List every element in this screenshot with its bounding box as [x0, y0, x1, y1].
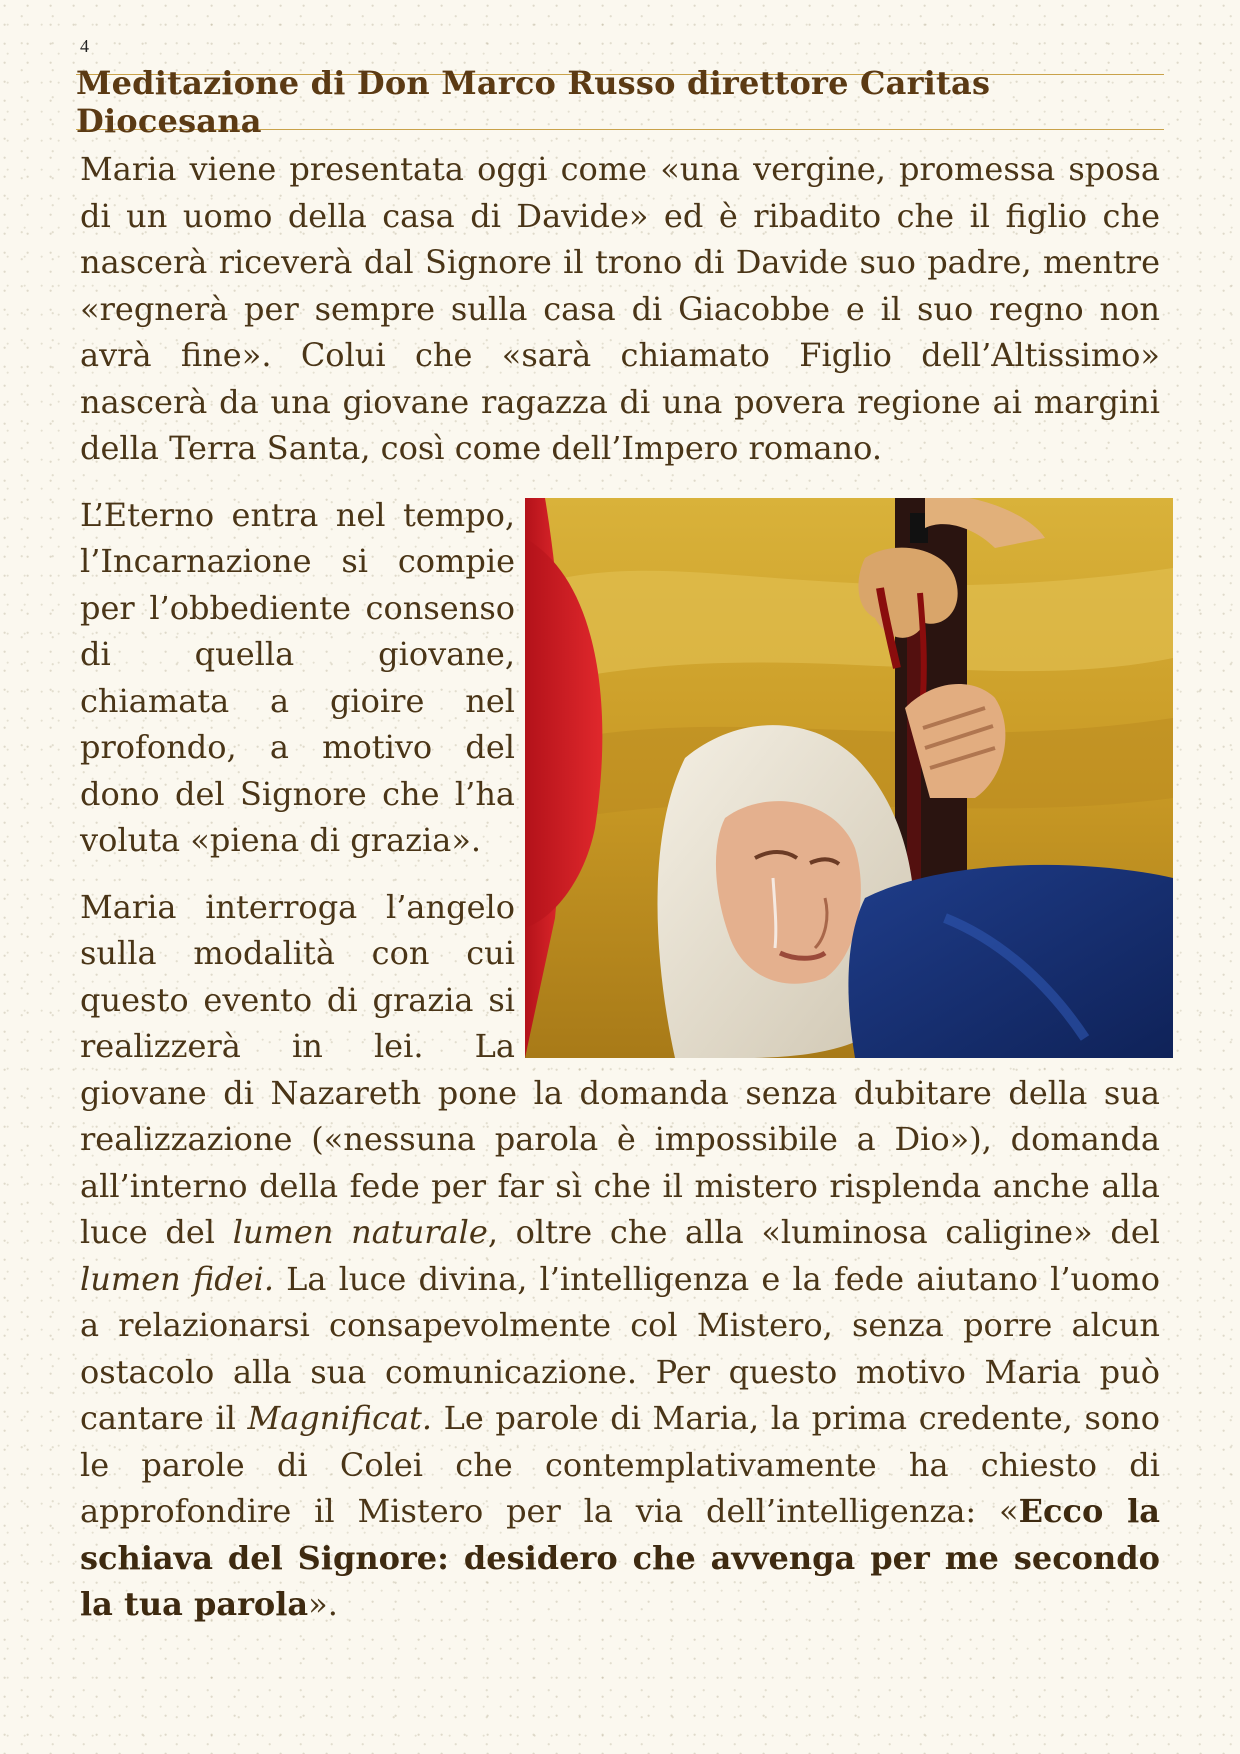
- magnificat-word: Magnificat.: [247, 1399, 432, 1437]
- scripture-quote: Ecco la schiava del Signore: desidero che avvenga per me secondo la tua parola: [80, 1492, 1160, 1623]
- paragraph-1: Maria viene presentata oggi come «una vergine, promessa sposa di un uomo della casa di Davide» ed è ribadito che il figlio che nascerà riceverà dal Signore il trono di Davide suo padre, mentre «regnerà per sempre sulla casa di Giacobbe e il suo regno non avrà fine». Colui che «sarà chiamato Figlio dell’Altissimo» nascerà da una giovane ragazza di una povera regione ai margini della Terra Santa, così come dell’Impero romano.: [80, 150, 1160, 467]
- paragraph-3-text-5: ».: [308, 1585, 338, 1623]
- article-body: [80, 146, 1160, 1648]
- lumen-naturale-phrase: lumen naturale: [232, 1213, 488, 1251]
- crucifixion-painting: [525, 498, 1173, 1058]
- paragraph-3-text-1: Maria interroga l’angelo sulla modalità con cui questo evento di grazia si realizzerà in lei. La giovane di Nazareth pone la domanda senza dubitare della sua realizzazione («nessuna parola è impossibile a Dio»), domanda all’interno della fede per far sì che il mistero risplenda anche alla luce del: [80, 887, 1160, 1251]
- paragraph-2: L’Eterno entra nel tempo, l’Incarnazione si compie per l’obbediente consenso di quella giovane, chiamata a gioire nel profondo, a motivo del dono del Signore che l’ha voluta «piena di grazia».: [80, 495, 515, 859]
- painting-image: [525, 498, 1173, 1058]
- paragraph-3-text-4: Le parole di Maria, la prima credente, sono le parole di Colei che contemplativamente ha chiesto di approfondire il Mistero per la via dell’intelligenza: «: [80, 1399, 1161, 1530]
- page-number: 4: [80, 36, 89, 56]
- paragraph-3-text-3: La luce divina, l’intelligenza e la fede aiutano l’uomo a relazionarsi consapevolmente col Mistero, senza porre alcun ostacolo alla sua comunicazione. Per questo motivo Maria può cantare il: [80, 1259, 1161, 1437]
- title-bar: [76, 64, 1164, 140]
- paragraph-3-text-2: , oltre che alla «luminosa caligine» del: [487, 1213, 1161, 1251]
- page-title: Meditazione di Don Marco Russo direttore Caritas Diocesana: [76, 64, 991, 140]
- lumen-fidei-phrase: lumen fidei.: [80, 1259, 275, 1298]
